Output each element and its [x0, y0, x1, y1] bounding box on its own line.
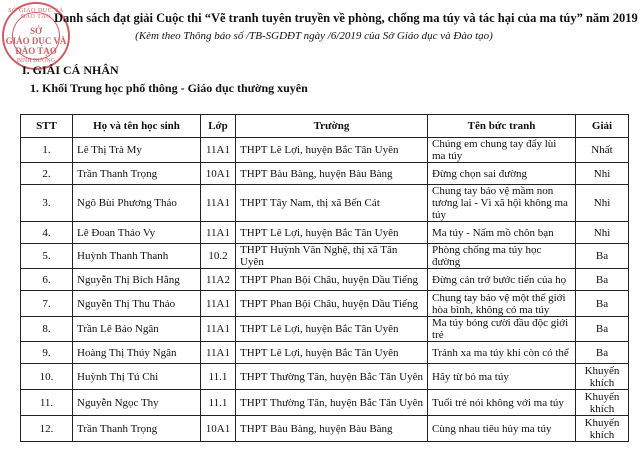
cell-school: THPT Tây Nam, thị xã Bến Cát: [236, 185, 428, 222]
header-school: Trường: [236, 115, 428, 138]
seal-line-3: ĐÀO TẠO: [15, 46, 57, 56]
cell-prize: Nhì: [576, 163, 629, 185]
cell-painting: Chúng em chung tay đẩy lùi ma túy: [428, 138, 576, 163]
cell-painting: Chung tay bảo vệ một thế giới hòa bình, không có ma túy: [428, 291, 576, 317]
cell-painting: Đừng chọn sai đường: [428, 163, 576, 185]
document-subtitle: (Kèm theo Thông báo số /TB-SGDĐT ngày /6/2019 của Sở Giáo dục và Đào tạo): [135, 30, 493, 42]
seal-outer-text: SỞ GIÁO DỤC VÀ ĐÀO TẠO: [8, 8, 64, 20]
header-prize: Giải: [576, 115, 629, 138]
cell-name: Lê Đoan Thảo Vy: [73, 222, 201, 244]
cell-stt: 3.: [21, 185, 73, 222]
cell-school: THPT Thường Tân, huyện Bắc Tân Uyên: [236, 364, 428, 390]
cell-prize: Ba: [576, 317, 629, 342]
cell-painting: Tuổi trẻ nói không với ma túy: [428, 390, 576, 416]
table-header-row: [21, 115, 629, 138]
cell-stt: 7.: [21, 291, 73, 317]
cell-name: Trần Thanh Trọng: [73, 416, 201, 442]
seal-line-2: GIÁO DỤC VÀ: [5, 36, 67, 46]
cell-name: Nguyễn Thị Bích Hằng: [73, 269, 201, 291]
document-title: Danh sách đạt giải Cuộc thi “Vẽ tranh tuyên truyền về phòng, chống ma túy và tác hại của ma túy” năm 2019: [54, 11, 638, 25]
table-row: [21, 364, 629, 390]
header-stt: STT: [21, 115, 73, 138]
cell-school: THPT Lê Lợi, huyện Bắc Tân Uyên: [236, 222, 428, 244]
cell-stt: 9.: [21, 342, 73, 364]
cell-prize: Nhì: [576, 222, 629, 244]
table-row: [21, 163, 629, 185]
cell-lop: 10A1: [201, 416, 236, 442]
table-row: [21, 138, 629, 163]
cell-school: THPT Bàu Bàng, huyện Bàu Bàng: [236, 163, 428, 185]
cell-school: THPT Thường Tân, huyện Bắc Tân Uyên: [236, 390, 428, 416]
cell-name: Huỳnh Thanh Thanh: [73, 244, 201, 269]
cell-stt: 8.: [21, 317, 73, 342]
section-heading: I. GIẢI CÁ NHÂN: [22, 63, 119, 77]
cell-lop: 11A1: [201, 185, 236, 222]
section-subheading: 1. Khối Trung học phổ thông - Giáo dục thường xuyên: [30, 81, 308, 95]
cell-stt: 12.: [21, 416, 73, 442]
cell-lop: 11A1: [201, 222, 236, 244]
seal-line-1: SỞ: [29, 26, 42, 36]
cell-school: THPT Phan Bội Châu, huyện Dầu Tiếng: [236, 269, 428, 291]
cell-lop: 11A1: [201, 291, 236, 317]
cell-stt: 1.: [21, 138, 73, 163]
cell-name: Nguyễn Thị Thu Thảo: [73, 291, 201, 317]
table-row: [21, 390, 629, 416]
cell-prize: Nhất: [576, 138, 629, 163]
cell-painting: Hãy từ bỏ ma túy: [428, 364, 576, 390]
cell-school: THPT Bàu Bàng, huyện Bàu Bàng: [236, 416, 428, 442]
cell-prize: Ba: [576, 291, 629, 317]
cell-school: THPT Lê Lợi, huyện Bắc Tân Uyên: [236, 342, 428, 364]
cell-prize: Khuyến khích: [576, 390, 629, 416]
cell-painting: Ma túy - Nấm mồ chôn bạn: [428, 222, 576, 244]
header-lop: Lớp: [201, 115, 236, 138]
cell-stt: 5.: [21, 244, 73, 269]
cell-lop: 11.1: [201, 364, 236, 390]
table-row: [21, 185, 629, 222]
cell-lop: 11A1: [201, 342, 236, 364]
cell-prize: Ba: [576, 269, 629, 291]
cell-prize: Khuyến khích: [576, 364, 629, 390]
cell-school: THPT Lê Lợi, huyện Bắc Tân Uyên: [236, 317, 428, 342]
cell-school: THPT Huỳnh Văn Nghệ, thị xã Tân Uyên: [236, 244, 428, 269]
cell-name: Ngô Bùi Phương Thảo: [73, 185, 201, 222]
cell-name: Nguyễn Ngọc Thy: [73, 390, 201, 416]
table-row: [21, 317, 629, 342]
table-row: [21, 222, 629, 244]
cell-name: Huỳnh Thị Tú Chi: [73, 364, 201, 390]
cell-prize: Ba: [576, 342, 629, 364]
cell-name: Trần Thanh Trọng: [73, 163, 201, 185]
cell-name: Trần Lê Bảo Ngân: [73, 317, 201, 342]
cell-lop: 10A1: [201, 163, 236, 185]
cell-prize: Ba: [576, 244, 629, 269]
cell-lop: 11.1: [201, 390, 236, 416]
cell-lop: 11A1: [201, 138, 236, 163]
awards-table: [20, 114, 629, 442]
seal-bottom-text: BÌNH DƯƠNG: [16, 58, 56, 64]
cell-prize: Nhì: [576, 185, 629, 222]
cell-name: Hoàng Thị Thúy Ngân: [73, 342, 201, 364]
cell-lop: 10.2: [201, 244, 236, 269]
table-row: [21, 416, 629, 442]
table-row: [21, 244, 629, 269]
cell-lop: 11A2: [201, 269, 236, 291]
table-row: [21, 269, 629, 291]
cell-school: THPT Lê Lợi, huyện Bắc Tân Uyên: [236, 138, 428, 163]
table-row: [21, 291, 629, 317]
cell-painting: Đừng cản trở bước tiến của họ: [428, 269, 576, 291]
cell-prize: Khuyến khích: [576, 416, 629, 442]
table-row: [21, 342, 629, 364]
cell-stt: 4.: [21, 222, 73, 244]
cell-school: THPT Phan Bội Châu, huyện Dầu Tiếng: [236, 291, 428, 317]
header-painting: Tên bức tranh: [428, 115, 576, 138]
cell-painting: Phòng chống ma túy học đường: [428, 244, 576, 269]
cell-stt: 2.: [21, 163, 73, 185]
cell-stt: 11.: [21, 390, 73, 416]
cell-painting: Cùng nhau tiêu hủy ma túy: [428, 416, 576, 442]
cell-lop: 11A1: [201, 317, 236, 342]
cell-name: Lê Thị Trà My: [73, 138, 201, 163]
cell-stt: 10.: [21, 364, 73, 390]
cell-painting: Ma túy bóng cười đầu độc giới trẻ: [428, 317, 576, 342]
header-name: Họ và tên học sinh: [73, 115, 201, 138]
cell-painting: Tránh xa ma túy khi còn có thể: [428, 342, 576, 364]
cell-stt: 6.: [21, 269, 73, 291]
cell-painting: Chung tay bảo vệ mầm non tương lai - Vì xã hội không ma túy: [428, 185, 576, 222]
